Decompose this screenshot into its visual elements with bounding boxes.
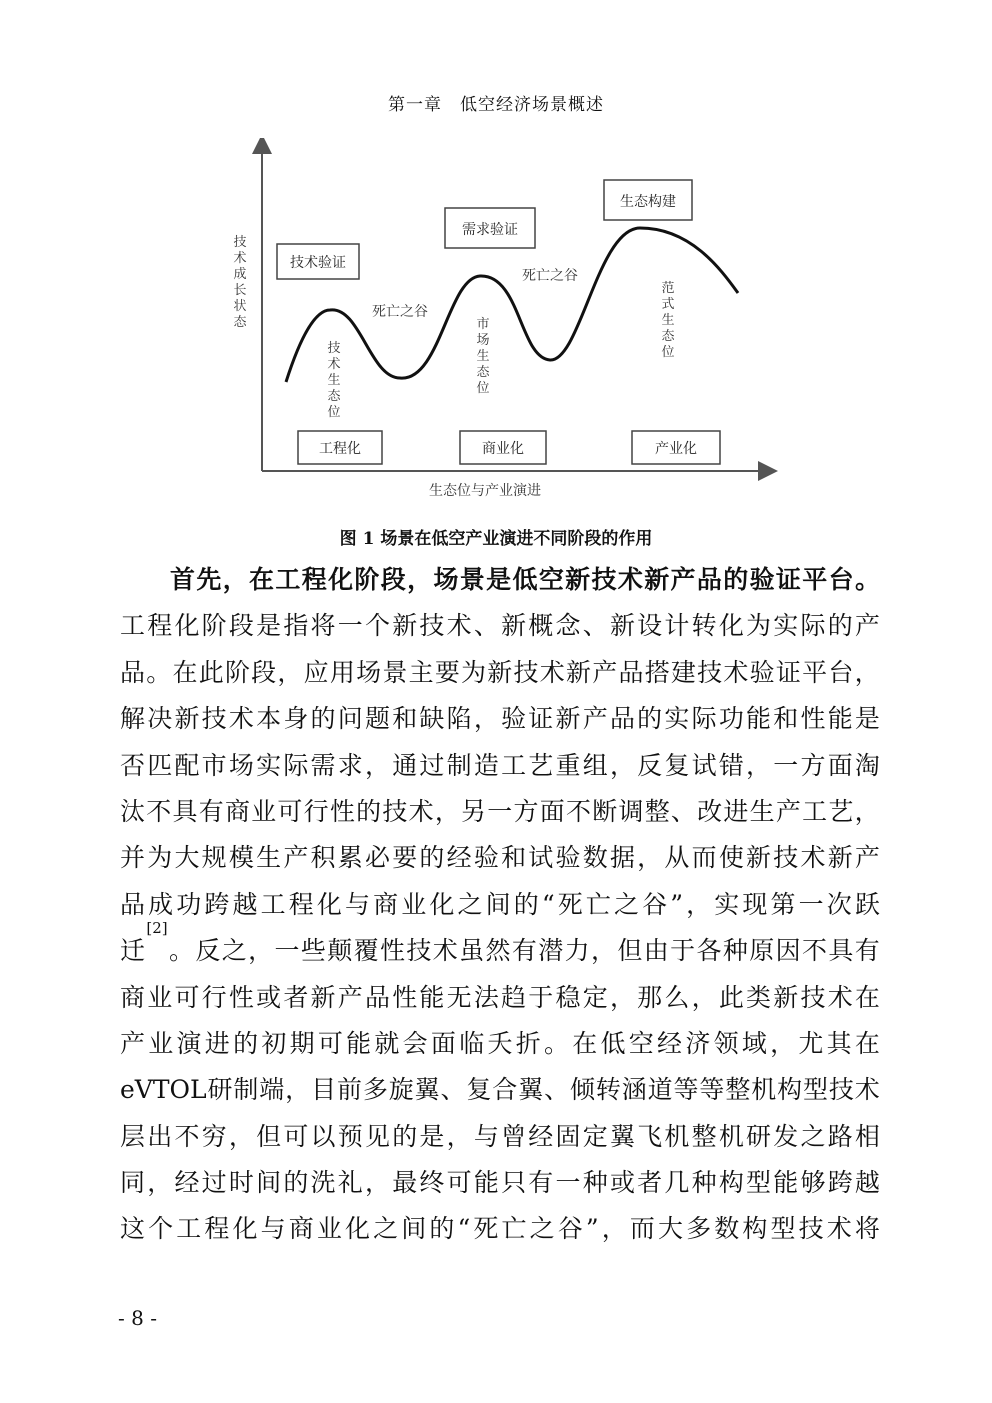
stage-box-label: 需求验证 <box>462 222 518 238</box>
stage-box-demand <box>445 208 535 248</box>
text-line: 品 成 功 跨 越 工 程 化 与 商 业 化 之 间 的 “ 死 亡 之 谷 ” ， 实 现 第 一 次 跃 <box>120 889 880 919</box>
text-line: 同 ， 经 过 时 间 的 洗 礼 ， 最 终 可 能 只 有 一 种 或 者 几 种 构 型 能 够 跨 越 <box>120 1168 880 1198</box>
bottom-box-industrial <box>632 431 720 464</box>
text-line: 层 出 不 穷 ， 但 可 以 预 见 的 是 ， 与 曾 经 固 定 翼 飞 机 整 机 研 发 之 路 相 <box>120 1121 880 1151</box>
text-line: eVTOL 研 制 端 ， 目 前 多 旋 翼 、 复 合 翼 、 倾 转 涵 道 等 等 整 机 构 型 技 术 <box>120 1075 880 1105</box>
figure-stage-diagram <box>220 138 780 510</box>
text-line: 这 个 工 程 化 与 商 业 化 之 间 的 “ 死 亡 之 谷 ” ， 而 大 多 数 构 型 技 术 将 <box>120 1214 880 1244</box>
text-line: 并 为 大 规 模 生 产 积 累 必 要 的 经 验 和 试 验 数 据 ， 从 而 使 新 技 术 新 产 <box>120 843 880 873</box>
text-line: 工 程 化 阶 段 是 指 将 一 个 新 技 术 、 新 概 念 、 新 设 计 转 化 为 实 际 的 产 <box>120 611 880 641</box>
niche-label: 市场生态位 <box>476 317 490 396</box>
bottom-box-label: 工程化 <box>319 441 361 457</box>
reference-marker: [2] <box>146 919 168 938</box>
text-line: 品 。 在 此 阶 段 ， 应 用 场 景 主 要 为 新 技 术 新 产 品 搭 建 技 术 验 证 平 台 ， <box>120 657 880 687</box>
bottom-box-commercial <box>460 431 546 464</box>
page-number: - 8 - <box>118 1306 157 1330</box>
text-line: 解 决 新 技 术 本 身 的 问 题 和 缺 陷 ， 验 证 新 产 品 的 实 际 功 能 和 性 能 是 <box>120 704 880 734</box>
running-header: 第一章 低空经济场景概述 <box>388 95 604 115</box>
niche-label: 技术生态位 <box>327 341 341 420</box>
x-axis-label: 生态位与产业演进 <box>429 483 541 499</box>
text-line: 首 先 ， 在 工 程 化 阶 段 ， 场 景 是 低 空 新 技 术 新 产 品 的 验 证 平 台 。 <box>170 565 880 594</box>
body-paragraph <box>120 557 880 1253</box>
bottom-box-label: 商业化 <box>482 441 524 457</box>
bottom-box-label: 产业化 <box>655 441 697 457</box>
figure-caption: 图 1 场景在低空产业演进不同阶段的作用 <box>339 529 653 549</box>
text-line: 汰 不 具 有 商 业 可 行 性 的 技 术 ， 另 一 方 面 不 断 调 整 、 改 进 生 产 工 艺 ， <box>120 796 880 826</box>
valley-label: 死亡之谷 <box>372 304 428 320</box>
text-line: 迁 [2] 。 反 之 ， 一 些 颠 覆 性 技 术 虽 然 有 潜 力 ， 但 由 于 各 种 原 因 不 具 有 <box>120 928 880 974</box>
valley-label: 死亡之谷 <box>522 268 578 284</box>
niche-label: 范式生态位 <box>661 281 675 360</box>
stage-box-technical <box>277 244 359 279</box>
stage-box-ecosystem <box>604 180 692 220</box>
y-axis-label: 技术成长状态 <box>233 235 247 330</box>
bottom-box-engineering <box>298 431 382 464</box>
text-line: 否 匹 配 市 场 实 际 需 求 ， 通 过 制 造 工 艺 重 组 ， 反 复 试 错 ， 一 方 面 淘 <box>120 750 880 780</box>
stage-box-label: 技术验证 <box>290 255 346 271</box>
text-line: 商 业 可 行 性 或 者 新 产 品 性 能 无 法 趋 于 稳 定 ， 那 么 ， 此 类 新 技 术 在 <box>120 982 880 1012</box>
text-line: 产 业 演 进 的 初 期 可 能 就 会 面 临 夭 折 。 在 低 空 经 济 领 域 ， 尤 其 在 <box>120 1028 880 1058</box>
stage-box-label: 生态构建 <box>620 194 676 210</box>
